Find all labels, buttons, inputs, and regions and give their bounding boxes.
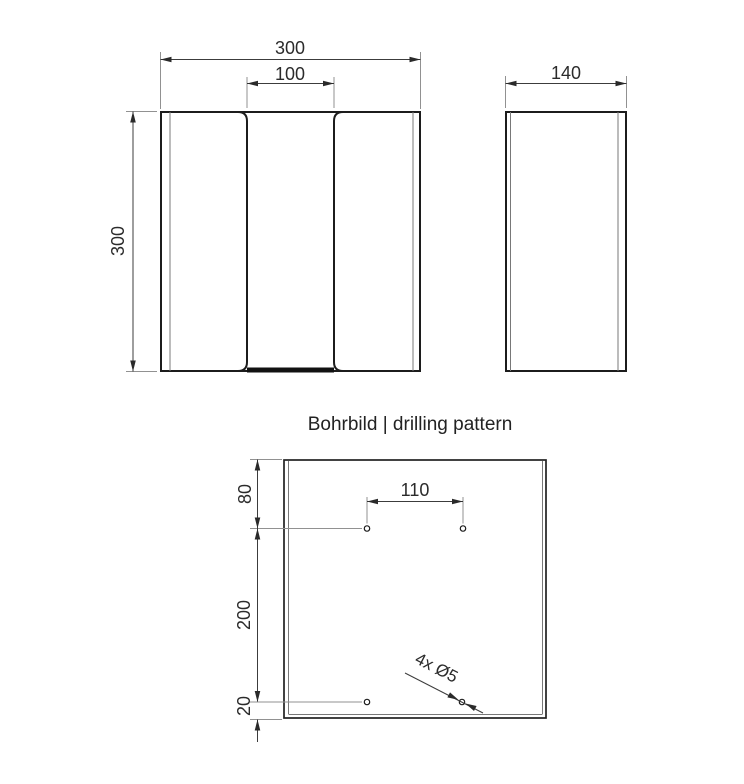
drill-hole-top-left [364,526,369,531]
dimension-drill-vertical-spacing [250,529,362,703]
front-inner-width-dimension-label: 100 [274,64,306,84]
front-view-outline [161,112,420,373]
drill-holes-callout-label: 4x Ø5 [412,649,462,687]
drill-top-offset-dimension-label: 80 [235,483,255,505]
front-height-dimension-label: 300 [108,225,128,257]
drill-bottom-offset-dimension-label: 20 [234,695,254,717]
front-slot [247,368,334,373]
front-width-dimension-label: 300 [274,38,306,58]
drill-hole-top-right [460,526,465,531]
drill-vertical-spacing-dimension-label: 200 [234,599,254,631]
dimension-drill-hole-spacing [367,497,463,524]
dimension-drill-top-offset [250,460,362,529]
drilling-pattern-title: Bohrbild | drilling pattern [307,414,513,435]
dimension-drill-bottom-offset [250,720,282,743]
dimension-front-height [126,112,157,372]
drill-hole-bottom-left [364,699,369,704]
side-view-outline [506,112,626,371]
side-depth-dimension-label: 140 [550,63,582,83]
drill-hole-spacing-dimension-label: 110 [400,480,430,500]
